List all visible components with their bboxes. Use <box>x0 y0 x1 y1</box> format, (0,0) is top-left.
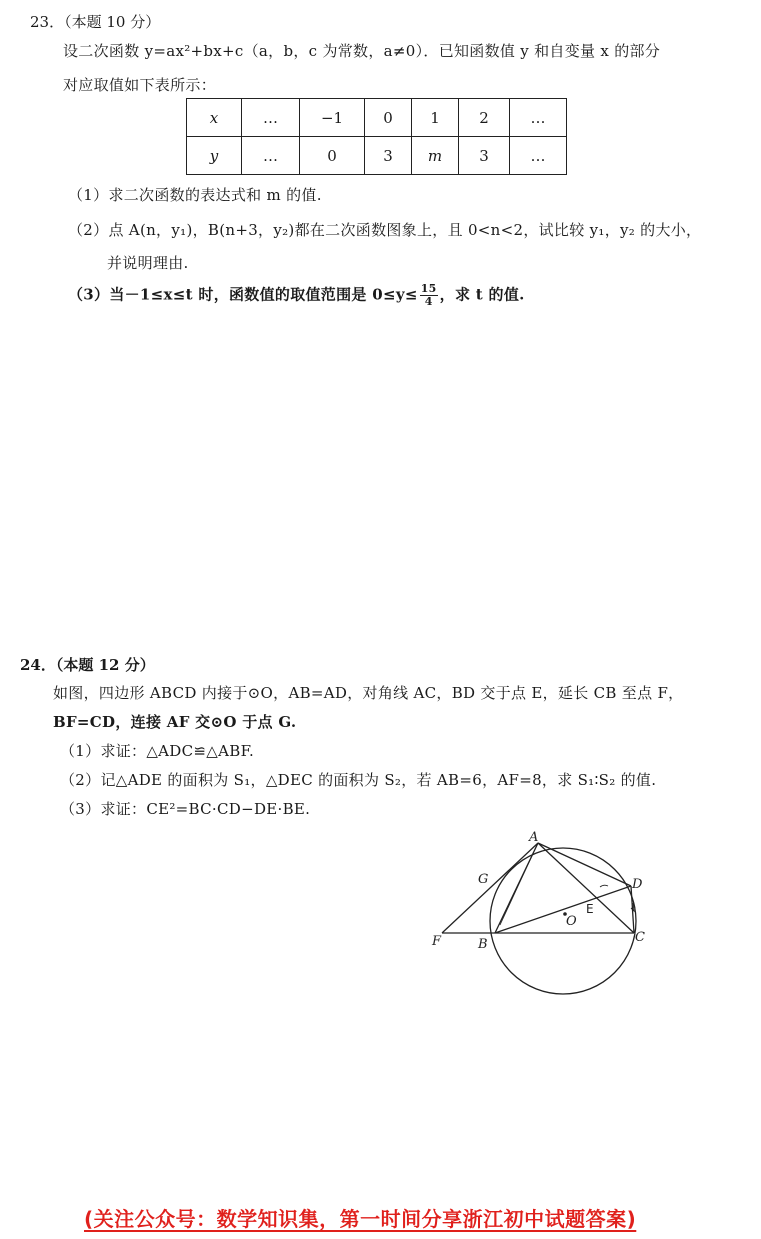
label-f: F <box>432 934 442 949</box>
line-hint <box>500 843 538 925</box>
q24-score: （本题 12 分） <box>55 656 155 674</box>
table-cell: 0 <box>300 137 365 175</box>
line-ac <box>538 843 634 933</box>
table-cell: y <box>187 137 242 175</box>
q24-part1: （1）求证：△ADC≌△ABF. <box>60 742 255 760</box>
q24-header <box>20 654 155 675</box>
q23-part2-line2: 并说明理由. <box>107 254 189 272</box>
q23-stem-line2: 对应取值如下表所示： <box>63 76 217 94</box>
label-a: A <box>529 830 539 845</box>
label-e: E <box>586 902 594 916</box>
q23-part3-suffix: ，求 t 的值. <box>439 285 525 304</box>
label-o: O <box>566 914 577 929</box>
q24-stem-line2: BF=CD，连接 AF 交⊙O 于点 G. <box>53 713 297 731</box>
table-cell: 1 <box>412 99 459 137</box>
label-c: C <box>635 930 645 945</box>
q23-number: 23． <box>30 13 65 31</box>
q23-score: （本题 10 分） <box>64 13 161 31</box>
label-d: D <box>632 877 643 892</box>
q24-stem-line1: 如图，四边形 ABCD 内接于⊙O，AB=AD，对角线 AC，BD 交于点 E，延长 CB 至点 F， <box>53 684 684 702</box>
q24-part3: （3）求证：CE²=BC·CD−DE·BE. <box>60 800 311 818</box>
q23-part3-prefix: （3）当－1≤x≤t 时，函数值的取值范围是 0≤y≤ <box>68 285 418 304</box>
fraction <box>420 283 438 308</box>
q24-part2: （2）记△ADE 的面积为 S₁，△DEC 的面积为 S₂，若 AB=6，AF=8，求 S₁∶S₂ 的值. <box>60 771 657 789</box>
circle-quadrilateral-figure <box>420 825 660 995</box>
table-cell: m <box>412 137 459 175</box>
table-cell: x <box>187 99 242 137</box>
table-cell: 3 <box>459 137 510 175</box>
fraction-numerator: 15 <box>420 282 437 295</box>
q23-part1: （1）求二次函数的表达式和 m 的值. <box>68 186 322 204</box>
table-cell: 2 <box>459 99 510 137</box>
table-cell: −1 <box>300 99 365 137</box>
line-ad <box>538 843 631 886</box>
q24-number: 24． <box>20 656 56 674</box>
table-cell: … <box>242 137 300 175</box>
q23-part2-line1: （2）点 A(n，y₁)，B(n+3，y₂)都在二次函数图象上，且 0<n<2，试比较 y₁，y₂ 的大小， <box>68 221 702 239</box>
angle-mark <box>600 885 608 887</box>
table-cell: 0 <box>365 99 412 137</box>
table-row <box>187 99 567 137</box>
fraction-denominator: 4 <box>424 295 433 308</box>
q23-stem-line1: 设二次函数 y=ax²+bx+c（a，b，c 为常数，a≠0）．已知函数值 y 和自变量 x 的部分 <box>63 42 661 60</box>
circle-o <box>490 848 636 994</box>
q23-header <box>30 11 160 32</box>
label-b: B <box>478 937 488 952</box>
table-cell: … <box>510 137 567 175</box>
table-cell: 3 <box>365 137 412 175</box>
table-row <box>187 137 567 175</box>
footer-notice: (关注公众号：数学知识集，第一时间分享浙江初中试题答案) <box>84 1207 637 1231</box>
line-bd <box>495 886 631 933</box>
table-cell: … <box>242 99 300 137</box>
table-cell: … <box>510 99 567 137</box>
q23-part3 <box>68 283 525 308</box>
label-g: G <box>478 872 489 887</box>
q23-value-table <box>186 98 567 175</box>
